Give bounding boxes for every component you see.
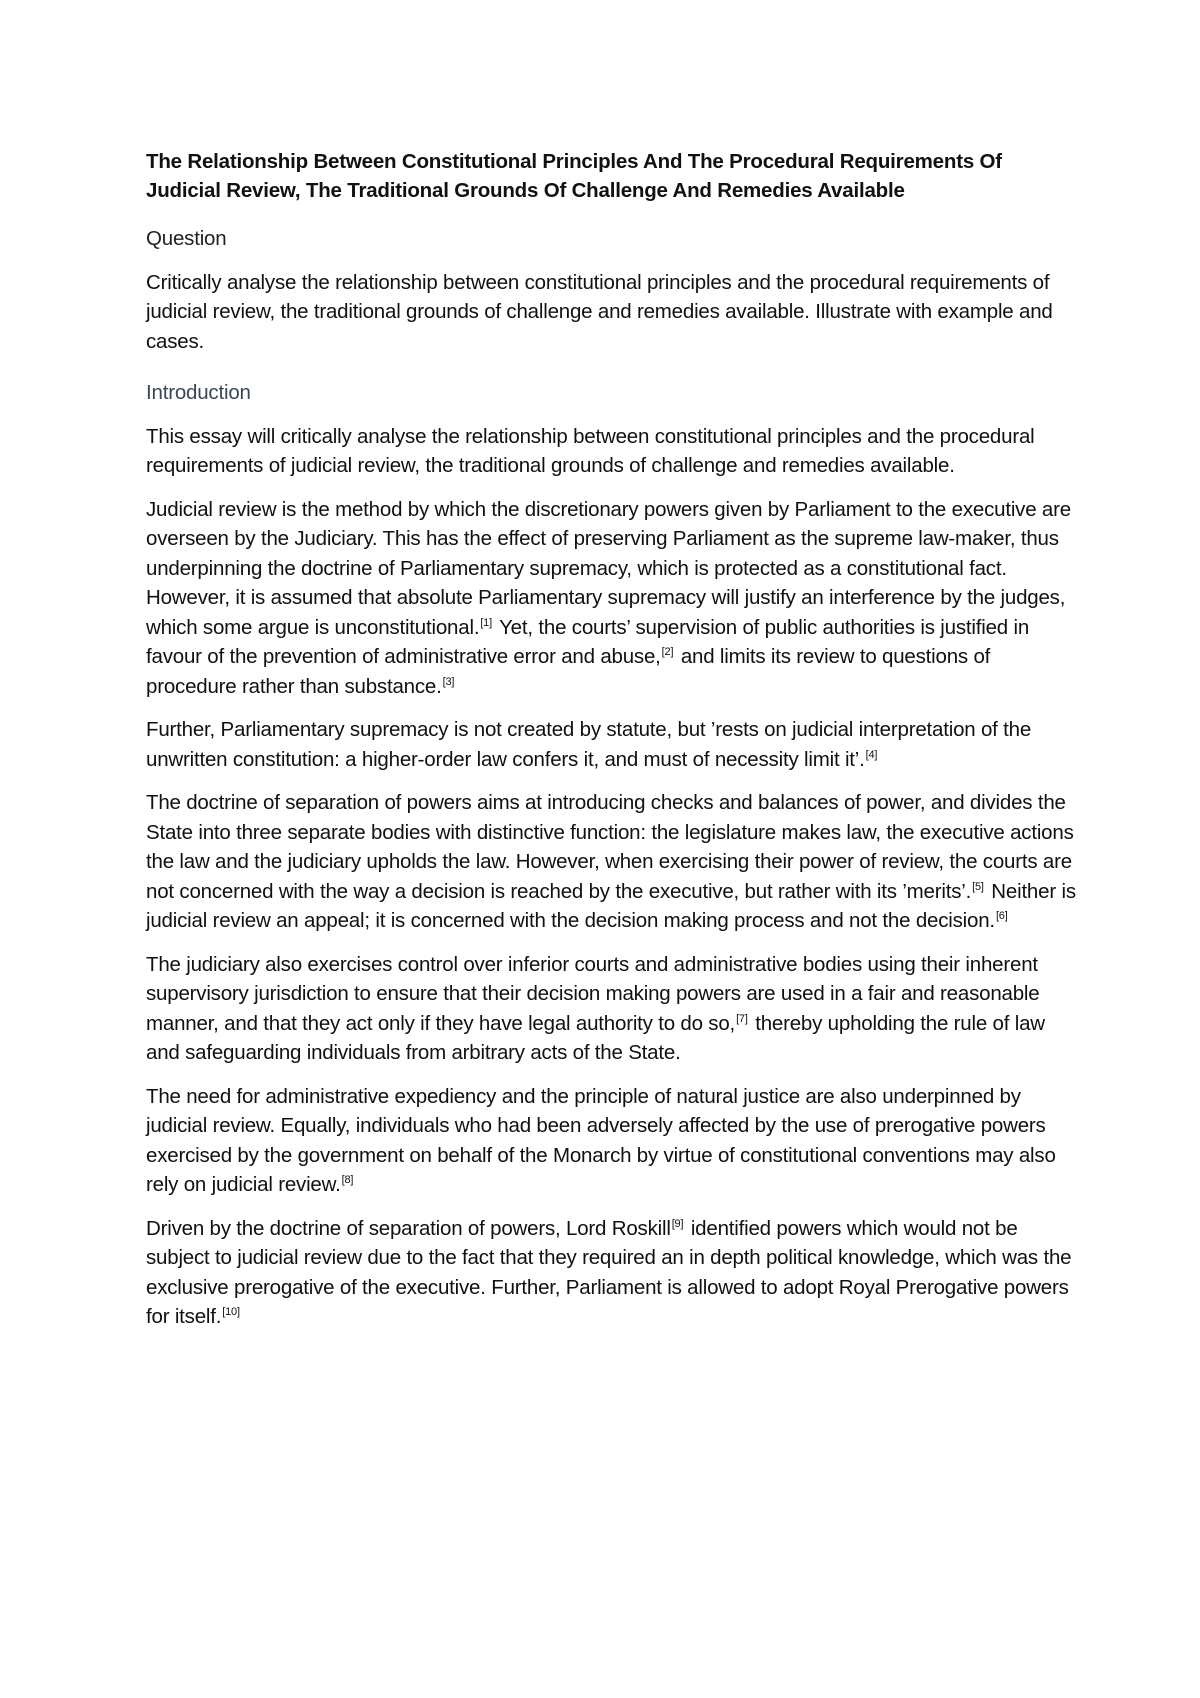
paragraph-4-text-b: Neither is judicial review an appeal; it is concerned with the decision making process and not the decision.: [146, 879, 1076, 932]
footnote-ref-2[interactable]: [2]: [661, 646, 674, 659]
paragraph-3: [146, 715, 1076, 774]
paragraph-6-text: The need for administrative expediency and the principle of natural justice are also underpinned by judicial review. Equally, individuals who had been adversely affected by the use of prerogative powers exercised by the government on behalf of the Monarch by virtue of constitutional conventions may also rely on judicial review.: [146, 1084, 1056, 1196]
paragraph-5-text-b: thereby upholding the rule of law and safeguarding individuals from arbitrary acts of the State.: [146, 1011, 1045, 1064]
footnote-ref-10[interactable]: [10]: [222, 1306, 240, 1319]
paragraph-5: [146, 950, 1076, 1068]
footnote-ref-5[interactable]: [5]: [972, 880, 984, 893]
paragraph-2-text-b: Yet, the courts’ supervision of public authorities is justified in favour of the prevention of administrative error and abuse,: [146, 615, 1030, 668]
footnote-ref-4[interactable]: [4]: [865, 748, 878, 761]
paragraph-2: [146, 495, 1076, 702]
paragraph-5-text-a: The judiciary also exercises control over inferior courts and administrative bodies using their inherent supervisory jurisdiction to ensure that their decision making powers are used in a fair and reasonable manner, and that they act only if they have legal authority to do so,: [146, 952, 1040, 1035]
footnote-ref-9[interactable]: [9]: [671, 1217, 684, 1230]
introduction-heading: Introduction: [146, 381, 251, 404]
question-text: Critically analyse the relationship between constitutional principles and the procedural requirements of judicial review, the traditional grounds of challenge and remedies available. Illustrate with example and cases.: [146, 270, 1053, 353]
question-heading: Question: [146, 227, 227, 250]
paragraph-2-text-a: Judicial review is the method by which the discretionary powers given by Parliament to the executive are overseen by the Judiciary. This has the effect of preserving Parliament as the supreme law-maker, thus underpinning the doctrine of Parliamentary supremacy, which is protected as a constitutional fact. However, it is assumed that absolute Parliamentary supremacy will justify an interference by the judges, which some argue is unconstitutional.: [146, 497, 1071, 639]
footnote-ref-6[interactable]: [6]: [995, 910, 1008, 923]
paragraph-7: [146, 1214, 1076, 1332]
footnote-ref-3[interactable]: [3]: [442, 675, 455, 688]
footnote-ref-1[interactable]: [1]: [480, 616, 492, 629]
paragraph-7-text-b: identified powers which would not be subject to judicial review due to the fact that they required an in depth political knowledge, which was the exclusive prerogative of the executive. Further, Parliament is allowed to adopt Royal Prerogative powers for itself.: [146, 1216, 1072, 1328]
paragraph-7-text-a: Driven by the doctrine of separation of powers, Lord Roskill: [146, 1216, 671, 1240]
paragraph-4: [146, 788, 1076, 936]
footnote-ref-8[interactable]: [8]: [341, 1174, 354, 1187]
paragraph-6: [146, 1082, 1076, 1200]
document-title: The Relationship Between Constitutional Principles And The Procedural Requirements Of Judicial Review, The Traditional Grounds Of Challenge And Remedies Available: [146, 150, 1002, 202]
paragraph-3-text: Further, Parliamentary supremacy is not created by statute, but ’rests on judicial interpretation of the unwritten constitution: a higher-order law confers it, and must of necessity limit it’.: [146, 718, 1032, 771]
footnote-ref-7[interactable]: [7]: [736, 1012, 748, 1025]
paragraph-4-text-a: The doctrine of separation of powers aims at introducing checks and balances of power, and divides the State into three separate bodies with distinctive function: the legislature makes law, the executive actions the law and the judiciary upholds the law. However, when exercising their power of review, the courts are not concerned with the way a decision is reached by the executive, but rather with its ’merits’.: [146, 791, 1074, 903]
document-page: [146, 147, 1076, 1346]
paragraph-2-text-c: and limits its review to questions of procedure rather than substance.: [146, 645, 991, 698]
paragraph-1: This essay will critically analyse the relationship between constitutional principles and the procedural requirements of judicial review, the traditional grounds of challenge and remedies available.: [146, 424, 1035, 477]
